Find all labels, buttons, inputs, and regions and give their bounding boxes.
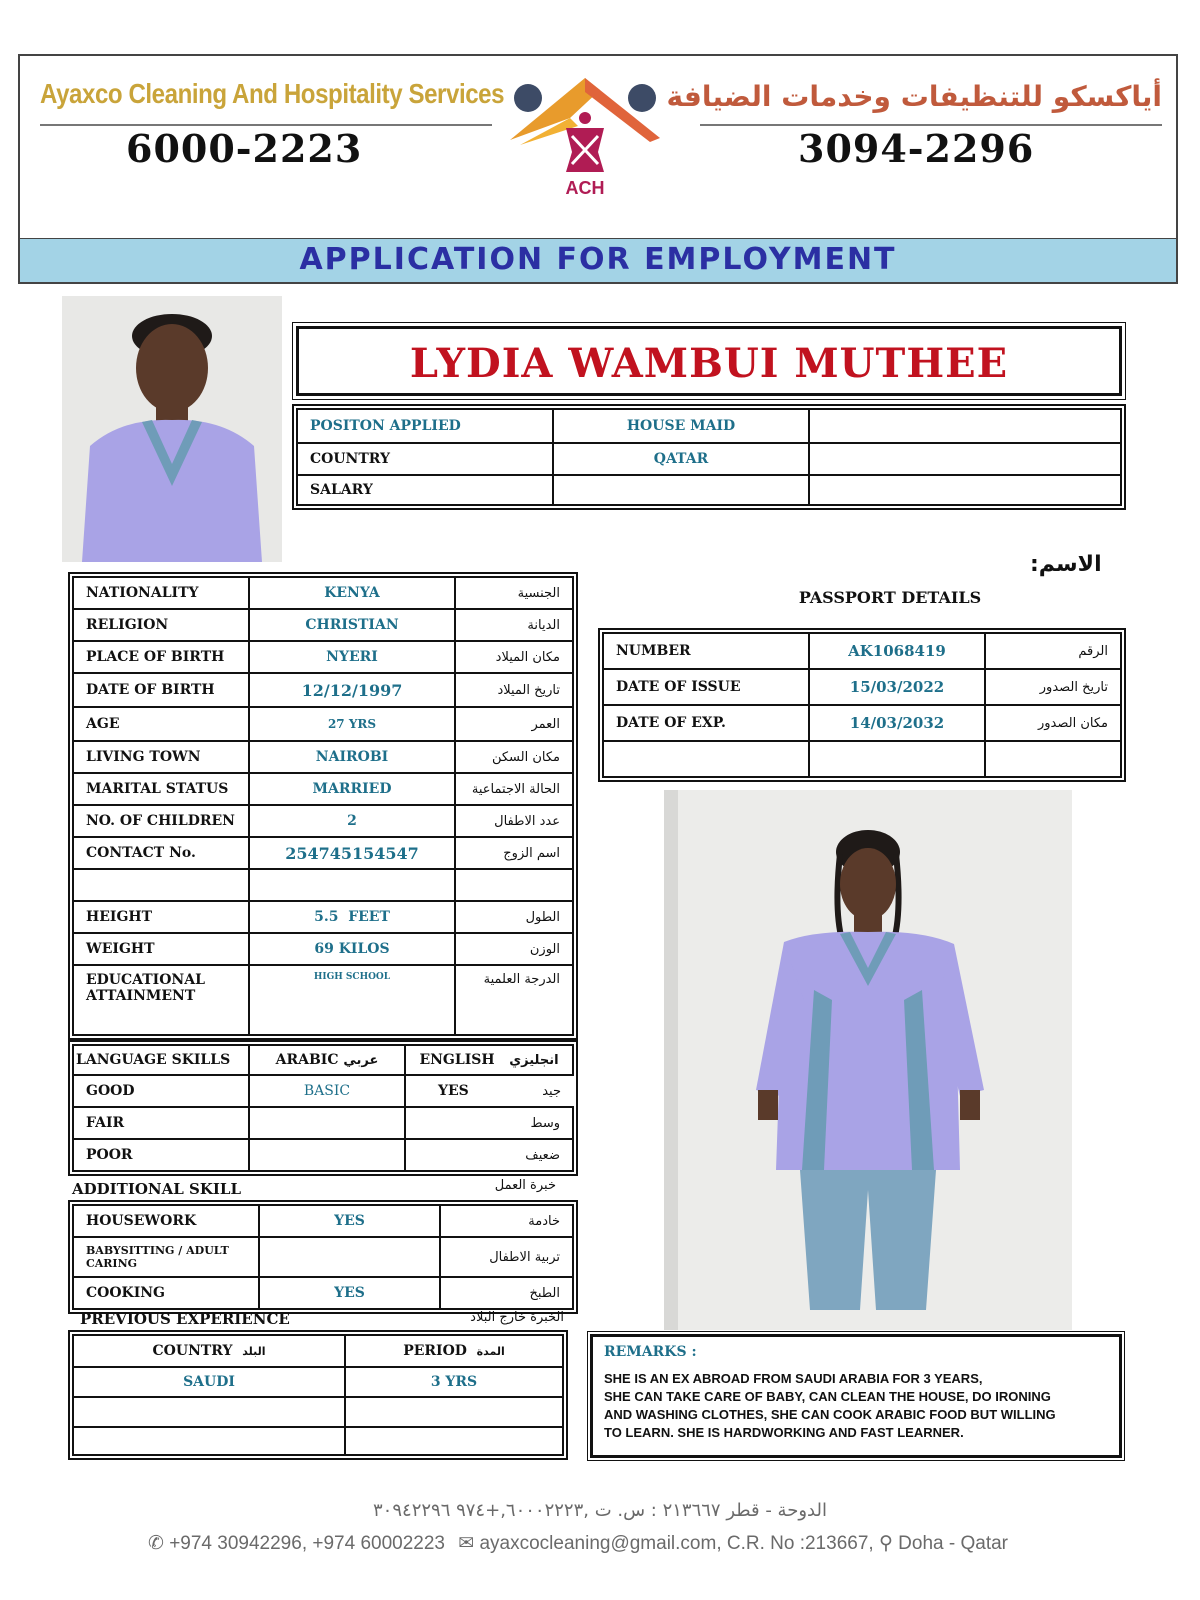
table-row <box>73 1277 573 1309</box>
field-label-ar: اسم الزوج <box>455 837 573 869</box>
field-label-ar: مكان الصدور <box>985 705 1121 741</box>
footer-location: Doha - Qatar <box>898 1533 1008 1554</box>
country-label: COUNTRY <box>297 443 553 475</box>
salary-value <box>553 475 809 505</box>
field-label: NUMBER <box>603 633 809 669</box>
arabic-level-value: BASIC <box>249 1075 405 1107</box>
table-row <box>73 673 573 707</box>
experience-country <box>73 1427 345 1455</box>
full-body-figure-icon <box>664 790 1072 1330</box>
field-label-ar: الجنسية <box>455 577 573 609</box>
table-row <box>73 1205 573 1237</box>
field-label-ar: مكان السكن <box>455 741 573 773</box>
footer-contact <box>148 1532 1068 1555</box>
field-value: 2 <box>249 805 455 837</box>
company-name-ar: أياكسكو للتنظيفات وخدمات الضيافة <box>666 80 1162 113</box>
experience-country <box>73 1397 345 1427</box>
table-row <box>73 1075 573 1107</box>
table-row <box>73 1367 563 1397</box>
field-label <box>603 741 809 777</box>
table-row <box>73 1427 563 1455</box>
remarks-line: TO LEARN. SHE IS HARDWORKING AND FAST LEARNER. <box>604 1425 964 1440</box>
field-label-ar <box>985 741 1121 777</box>
skill-label: COOKING <box>73 1277 259 1309</box>
field-label-ar: مكان الميلاد <box>455 641 573 673</box>
passport-title: PASSPORT DETAILS <box>798 588 982 607</box>
footer-cr: , C.R. No :213667, <box>716 1533 874 1554</box>
phone-icon: ✆ <box>148 1533 164 1554</box>
additional-skill-table <box>72 1204 574 1310</box>
position-value: HOUSE MAID <box>553 409 809 443</box>
skill-value: YES <box>259 1277 440 1309</box>
field-label: HEIGHT <box>73 901 249 933</box>
language-skills-header: LANGUAGE SKILLS <box>73 1045 249 1075</box>
table-row <box>297 409 1121 443</box>
phone-right: 3094-2296 <box>798 126 1035 171</box>
field-label: MARITAL STATUS <box>73 773 249 805</box>
remarks-title: REMARKS : <box>604 1344 697 1360</box>
field-value <box>809 741 985 777</box>
skill-level-ar: جيد <box>542 1083 561 1099</box>
arabic-level-value <box>249 1107 405 1139</box>
footer-email[interactable]: ayaxcocleaning@gmail.com <box>479 1533 717 1554</box>
table-row <box>73 965 573 1035</box>
field-value: 27 YRS <box>249 707 455 741</box>
table-row <box>73 1107 573 1139</box>
name-label-ar: الاسم: <box>1030 552 1102 577</box>
table-row <box>73 901 573 933</box>
table-row <box>73 1237 573 1277</box>
field-label: NO. OF CHILDREN <box>73 805 249 837</box>
arabic-label-ar: عربي <box>343 1053 379 1068</box>
english-header <box>405 1045 573 1075</box>
arabic-level-value <box>249 1139 405 1171</box>
portrait-photo <box>62 296 282 562</box>
field-label: NATIONALITY <box>73 577 249 609</box>
country-header <box>73 1335 345 1367</box>
field-label: DATE OF BIRTH <box>73 673 249 707</box>
previous-experience-title: PREVIOUS EXPERIENCE <box>80 1310 290 1328</box>
logo-text: ACH <box>565 178 605 198</box>
skill-level: GOOD <box>73 1075 249 1107</box>
empty-cell <box>809 475 1121 505</box>
document-title: APPLICATION FOR EMPLOYMENT <box>299 242 897 277</box>
english-level-value: YES <box>438 1083 469 1099</box>
english-label: ENGLISH <box>419 1052 495 1068</box>
personal-details-table <box>72 576 574 1036</box>
remarks-line: SHE IS AN EX ABROAD FROM SAUDI ARABIA FOR 3 YEARS, <box>604 1371 983 1386</box>
field-label: DATE OF EXP. <box>603 705 809 741</box>
table-row <box>73 609 573 641</box>
field-label-ar <box>455 869 573 901</box>
field-value: 69 KILOS <box>249 933 455 965</box>
experience-period: 3 YRS <box>345 1367 563 1397</box>
table-row <box>73 1139 573 1171</box>
full-body-photo <box>664 790 1072 1330</box>
english-label-ar: انجليزي <box>509 1053 559 1068</box>
position-label: POSITON APPLIED <box>297 409 553 443</box>
salary-label: SALARY <box>297 475 553 505</box>
skill-label-ar: تربية الاطفال <box>440 1237 573 1277</box>
field-label-ar: عدد الاطفال <box>455 805 573 837</box>
footer-phones: +974 30942296, +974 60002223 <box>169 1533 445 1554</box>
experience-period <box>345 1427 563 1455</box>
table-row <box>73 805 573 837</box>
table-row <box>73 1397 563 1427</box>
table-row <box>73 577 573 609</box>
remarks-line: SHE CAN TAKE CARE OF BABY, CAN CLEAN THE HOUSE, DO IRONING <box>604 1389 1051 1404</box>
table-row <box>297 443 1121 475</box>
country-value: QATAR <box>553 443 809 475</box>
field-value: KENYA <box>249 577 455 609</box>
previous-experience-title-ar: الخبرة خارج البلاد <box>470 1310 564 1325</box>
skill-level-ar: ضعيف <box>405 1139 573 1171</box>
company-name-en: Ayaxco Cleaning And Hospitality Services <box>40 78 505 109</box>
field-label <box>73 869 249 901</box>
field-label-ar: الطول <box>455 901 573 933</box>
field-value: HIGH SCHOOL <box>249 965 455 1035</box>
field-value: 14/03/2032 <box>809 705 985 741</box>
table-row <box>603 741 1121 777</box>
table-row <box>73 707 573 741</box>
field-label-ar: العمر <box>455 707 573 741</box>
table-row <box>73 741 573 773</box>
table-row <box>603 705 1121 741</box>
email-icon: ✉ <box>458 1533 475 1554</box>
english-level-cell <box>406 1076 573 1106</box>
table-row <box>73 1335 563 1367</box>
table-row <box>73 837 573 869</box>
table-row <box>297 475 1121 505</box>
field-label-ar: الرقم <box>985 633 1121 669</box>
skill-level: FAIR <box>73 1107 249 1139</box>
skill-level-ar: وسط <box>405 1107 573 1139</box>
field-label-ar: تاريخ الصدور <box>985 669 1121 705</box>
field-label-ar: الحالة الاجتماعية <box>455 773 573 805</box>
field-value: NYERI <box>249 641 455 673</box>
portrait-figure-icon <box>62 296 282 562</box>
field-value: MARRIED <box>249 773 455 805</box>
skill-value: YES <box>259 1205 440 1237</box>
field-value: 15/03/2022 <box>809 669 985 705</box>
field-label: EDUCATIONAL ATTAINMENT <box>73 965 249 1035</box>
field-value: 5.5 FEET <box>249 901 455 933</box>
company-logo-icon <box>500 70 670 200</box>
field-value: 12/12/1997 <box>249 673 455 707</box>
experience-country: SAUDI <box>73 1367 345 1397</box>
table-row <box>603 633 1121 669</box>
field-value: AK1068419 <box>809 633 985 669</box>
phone-left: 6000-2223 <box>126 126 363 171</box>
period-col-label-ar: المدة <box>476 1345 505 1358</box>
additional-skill-title: ADDITIONAL SKILL <box>72 1180 242 1198</box>
field-label: RELIGION <box>73 609 249 641</box>
table-row <box>73 641 573 673</box>
field-value: CHRISTIAN <box>249 609 455 641</box>
field-value: NAIROBI <box>249 741 455 773</box>
empty-cell <box>809 443 1121 475</box>
footer-line-ar: الدوحة - قطر ٢١٣٦٦٧ : س. ت ,٦٠٠٠٢٢٢٣,+٩٧٤ ٣٠٩٤٢٢٩٦ <box>373 1500 827 1521</box>
field-label: WEIGHT <box>73 933 249 965</box>
passport-table <box>602 632 1122 778</box>
table-row <box>603 669 1121 705</box>
field-label: DATE OF ISSUE <box>603 669 809 705</box>
country-col-label-ar: البلد <box>242 1345 266 1358</box>
field-value <box>249 869 455 901</box>
period-col-label: PERIOD <box>403 1343 467 1359</box>
arabic-header <box>249 1045 405 1075</box>
skill-value <box>259 1237 440 1277</box>
skill-level: POOR <box>73 1139 249 1171</box>
table-row <box>73 869 573 901</box>
field-label: PLACE OF BIRTH <box>73 641 249 673</box>
skill-label-ar: الطبخ <box>440 1277 573 1309</box>
additional-skill-title-ar: خبرة العمل <box>494 1178 556 1193</box>
skill-label-ar: خادمة <box>440 1205 573 1237</box>
table-row <box>73 1045 573 1075</box>
field-label: CONTACT No. <box>73 837 249 869</box>
empty-cell <box>809 409 1121 443</box>
field-label-ar: تاريخ الميلاد <box>455 673 573 707</box>
location-icon: ⚲ <box>878 1533 893 1554</box>
field-label: LIVING TOWN <box>73 741 249 773</box>
remarks-text <box>604 1370 1114 1442</box>
position-table <box>296 408 1122 506</box>
table-row <box>73 773 573 805</box>
field-label-ar: الديانة <box>455 609 573 641</box>
field-label: AGE <box>73 707 249 741</box>
table-row <box>73 933 573 965</box>
country-col-label: COUNTRY <box>152 1343 233 1359</box>
skill-label: HOUSEWORK <box>73 1205 259 1237</box>
remarks-line: AND WASHING CLOTHES, SHE CAN COOK ARABIC FOOD BUT WILLING <box>604 1407 1056 1422</box>
candidate-name: LYDIA WAMBUI MUTHEE <box>409 340 1009 387</box>
language-skills-table <box>72 1044 574 1172</box>
field-label-ar: الوزن <box>455 933 573 965</box>
skill-label: BABYSITTING / ADULT CARING <box>73 1237 259 1277</box>
field-label-ar: الدرجة العلمية <box>455 965 573 1035</box>
experience-period <box>345 1397 563 1427</box>
arabic-label: ARABIC <box>275 1052 339 1068</box>
experience-table <box>72 1334 564 1456</box>
period-header <box>345 1335 563 1367</box>
field-value: 254745154547 <box>249 837 455 869</box>
